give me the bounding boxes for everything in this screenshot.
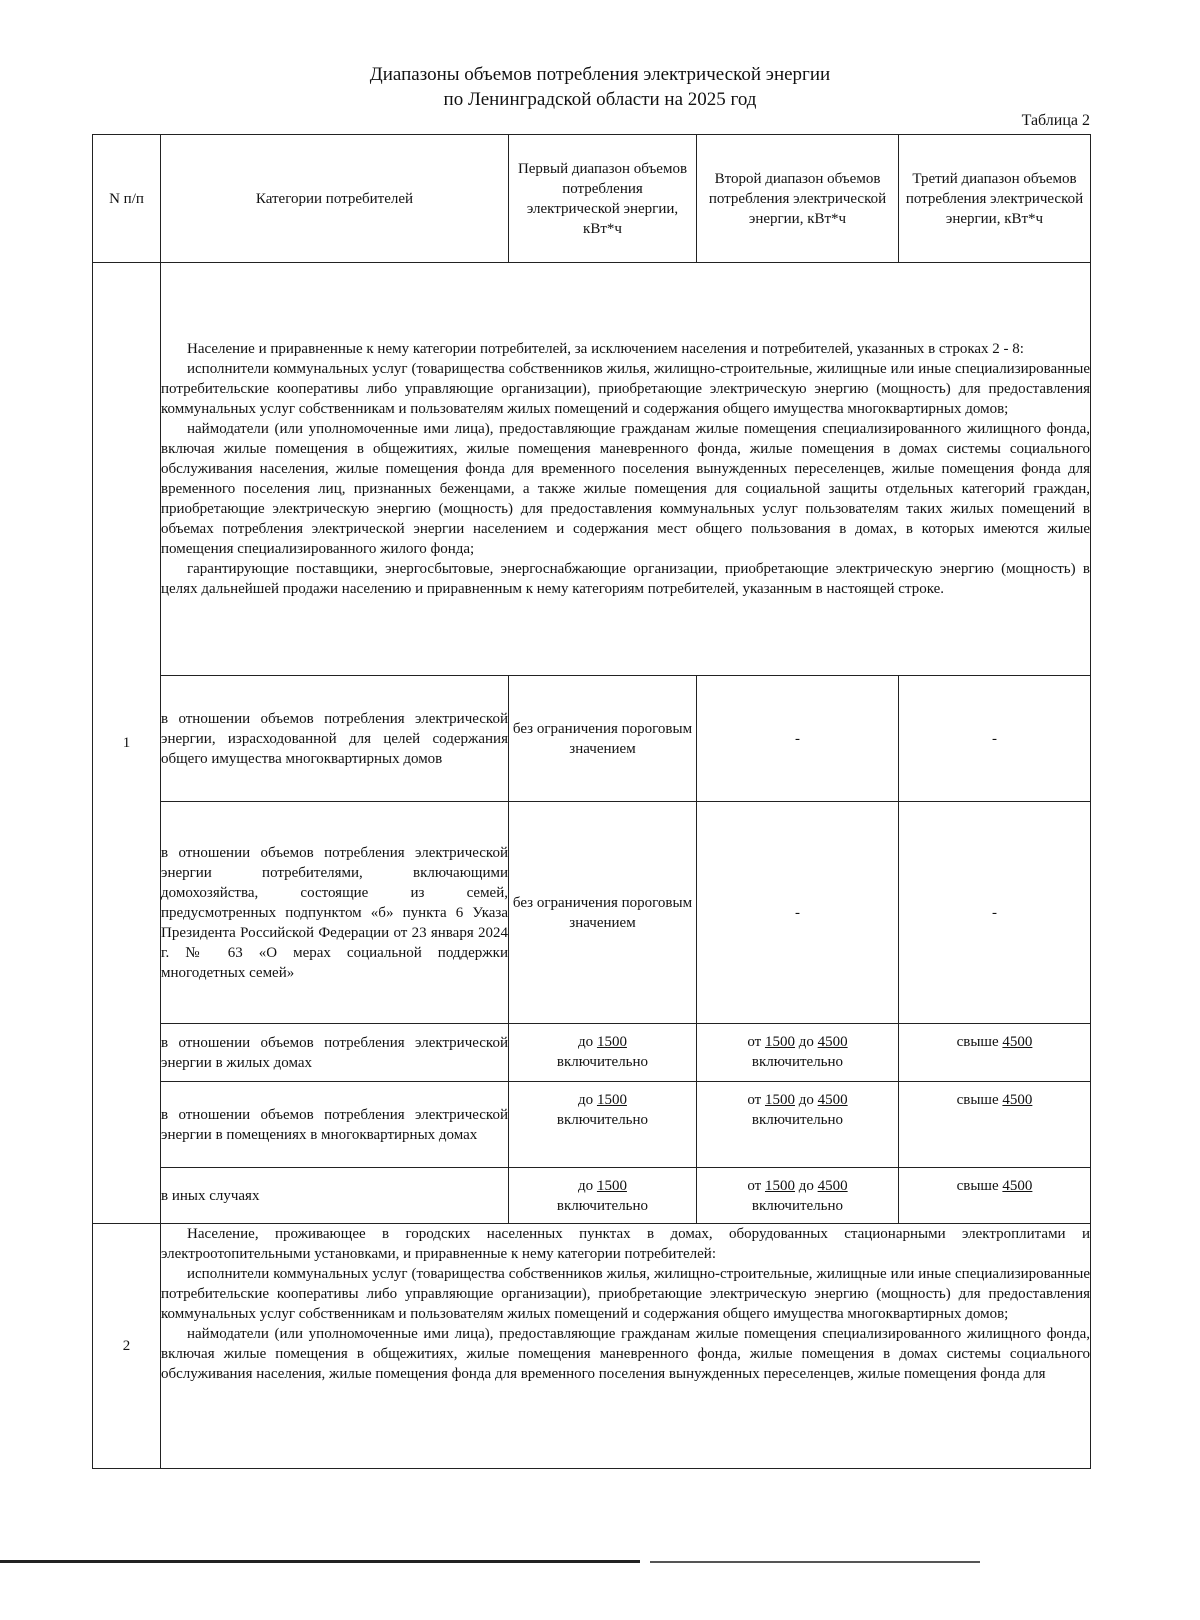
connector-text: до [794,1092,818,1108]
row-1-paragraph: гарантирующие поставщики, энергосбытовые, энергоснабжающие организации, приобретающие электрическую энергию (мощность) в целях дальнейшей продажи населению и приравненным к нему категориям потребителей, указанным в настоящей строке. [161,561,1090,597]
row-1-description-cell [161,263,1091,676]
range-3-value: - [899,676,1091,802]
prefix-text: свыше [956,1034,1003,1050]
scan-edge-line [0,1560,640,1563]
suffix-text: включительно [556,1112,649,1128]
range-1-value: без ограничения пороговым значением [509,676,697,802]
range-2-value: - [697,802,899,1024]
prefix-text: до [578,1178,597,1194]
threshold-value: 1500 [596,1034,627,1050]
range-1-value [509,1024,697,1082]
range-1-value [509,1082,697,1168]
header-category: Категории потребителей [161,135,509,263]
title-line-2: по Ленинградской области на 2025 год [443,89,757,110]
prefix-text: до [578,1034,597,1050]
prefix-text: до [578,1092,597,1108]
suffix-text: включительно [751,1198,844,1214]
row-1-paragraph: Население и приравненные к нему категории потребителей, за исключением населения и потребителей, указанных в строках 2 - 8: [187,341,1024,357]
table-row [93,1168,1091,1224]
threshold-value: 1500 [596,1178,627,1194]
prefix-text: от [747,1034,765,1050]
threshold-value: 4500 [817,1178,848,1194]
row-2-description-cell [161,1224,1091,1469]
table-label: Таблица 2 [1021,112,1090,129]
row-2-paragraph: исполнители коммунальных услуг (товарищества собственников жилья, жилищно-строительные, жилищные или иные специализированные потребительские кооперативы либо управляющие организации), приобретающие электрическую энергию (мощность) для предоставления коммунальных услуг собственникам и пользователям жилых помещений и содержания общего имущества многоквартирных домов; [161,1266,1090,1322]
suffix-text: включительно [751,1054,844,1070]
threshold-value: 4500 [817,1092,848,1108]
range-2-value [697,1024,899,1082]
subrow-label: в отношении объемов потребления электрической энергии потребителями, включающими домохозяйства, состоящие из семей, предусмотренных подпунктом «б» пункта 6 Указа Президента Российской Федерации от 23 января 2024 г. № 63 «О мерах социальной поддержки многодетных семей» [161,802,509,1024]
threshold-value: 1500 [596,1092,627,1108]
title-line-1: Диапазоны объемов потребления электрической энергии [369,64,831,85]
document-title [0,62,1200,112]
prefix-text: свыше [956,1178,1003,1194]
row-1-number: 1 [93,263,161,1224]
table-row [93,1024,1091,1082]
row-2-paragraph: Население, проживающее в городских населенных пунктах в домах, оборудованных стационарными электроплитами и электроотопительными установками, и приравненные к нему категории потребителей: [161,1226,1090,1262]
threshold-value: 1500 [764,1034,795,1050]
threshold-value: 4500 [1002,1034,1033,1050]
row-1-description [93,263,1091,676]
prefix-text: от [747,1092,765,1108]
threshold-value: 4500 [1002,1178,1033,1194]
suffix-text: включительно [556,1054,649,1070]
connector-text: до [794,1178,818,1194]
threshold-value: 4500 [817,1034,848,1050]
threshold-value: 1500 [764,1092,795,1108]
row-1-paragraph: исполнители коммунальных услуг (товарищества собственников жилья, жилищно-строительные, жилищные или иные специализированные потребительские кооперативы либо управляющие организации), приобретающие электрическую энергию (мощность) для предоставления коммунальных услуг собственникам и пользователям жилых помещений и содержания общего имущества многоквартирных домов; [161,361,1090,417]
subrow-label: в отношении объемов потребления электрической энергии, израсходованной для целей содержания общего имущества многоквартирных домов [161,676,509,802]
prefix-text: свыше [956,1092,1003,1108]
suffix-text: включительно [556,1198,649,1214]
header-range-2: Второй диапазон объемов потребления электрической энергии, кВт*ч [697,135,899,263]
range-1-value: без ограничения пороговым значением [509,802,697,1024]
row-2-description [93,1224,1091,1469]
header-range-1: Первый диапазон объемов потребления электрической энергии, кВт*ч [509,135,697,263]
table-row [93,802,1091,1024]
range-3-value [899,1168,1091,1224]
range-2-value [697,1082,899,1168]
header-row [93,135,1091,263]
subrow-label: в отношении объемов потребления электрической энергии в помещениях в многоквартирных домах [161,1082,509,1168]
threshold-value: 4500 [1002,1092,1033,1108]
ranges-table [92,134,1091,1469]
row-1-paragraph: наймодатели (или уполномоченные ими лица), предоставляющие гражданам жилые помещения специализированного жилищного фонда, включая жилые помещения в общежитиях, жилые помещения маневренного фонда, жилые помещения в домах системы социального обслуживания населения, жилые помещения фонда для временного поселения вынужденных переселенцев, жилые помещения фонда для временного поселения лиц, признанных беженцами, а также жилые помещения для социальной защиты отдельных категорий граждан, приобретающие электрическую энергию (мощность) для предоставления коммунальных услуг пользователям таких жилых помещений в объемах потребления электрической энергии населением и содержания мест общего пользования в домах, в которых имеются жилые помещения специализированного жилого фонда; [161,421,1090,557]
scan-edge-line [650,1561,980,1563]
range-3-value [899,1082,1091,1168]
header-range-3: Третий диапазон объемов потребления электрической энергии, кВт*ч [899,135,1091,263]
range-3-value [899,1024,1091,1082]
table-row [93,676,1091,802]
header-num: N п/п [93,135,161,263]
range-2-value [697,1168,899,1224]
prefix-text: от [747,1178,765,1194]
range-1-value [509,1168,697,1224]
range-2-value: - [697,676,899,802]
range-3-value: - [899,802,1091,1024]
suffix-text: включительно [751,1112,844,1128]
threshold-value: 1500 [764,1178,795,1194]
connector-text: до [794,1034,818,1050]
subrow-label: в иных случаях [161,1168,509,1224]
row-2-paragraph: наймодатели (или уполномоченные ими лица), предоставляющие гражданам жилые помещения специализированного жилищного фонда, включая жилые помещения в общежитиях, жилые помещения маневренного фонда, жилые помещения в домах системы социального обслуживания населения, жилые помещения фонда для временного поселения вынужденных переселенцев, жилые помещения фонда для [161,1326,1090,1382]
table-row [93,1082,1091,1168]
subrow-label: в отношении объемов потребления электрической энергии в жилых домах [161,1024,509,1082]
row-2-number: 2 [93,1224,161,1469]
